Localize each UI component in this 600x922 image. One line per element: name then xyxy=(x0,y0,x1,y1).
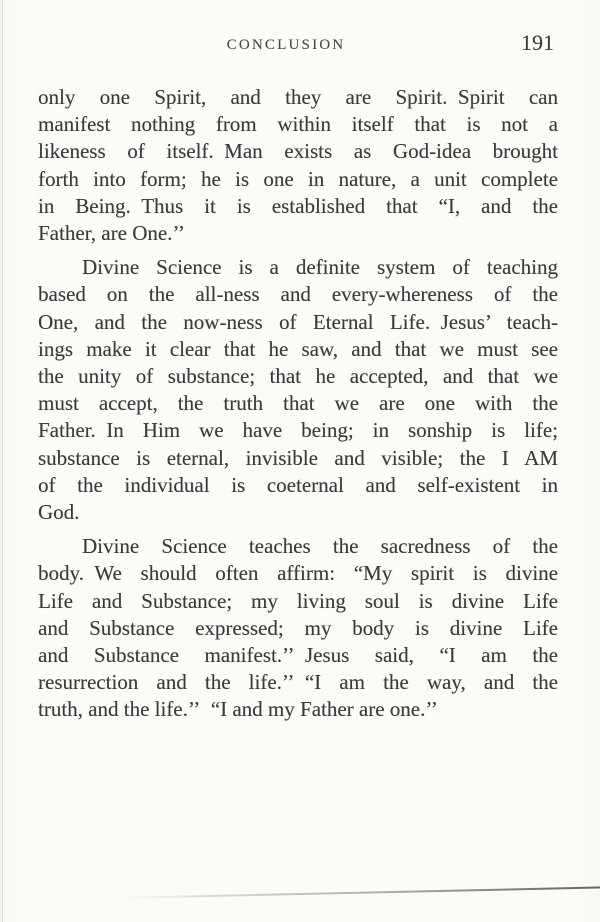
text-line: One, and the now-ness of Eternal Life. Jesus’ teach- xyxy=(38,309,558,334)
text-line: Life and Substance; my living soul is divine Life xyxy=(38,588,558,613)
text-line: manifest nothing from within itself that is not a xyxy=(38,112,558,137)
paragraph xyxy=(38,254,558,526)
text-line: only one Spirit, and they are Spirit. Spirit can xyxy=(38,85,558,109)
text-line: forth into form; he is one in nature, a unit complete xyxy=(38,166,558,191)
text-line: and Substance manifest.’’ Jesus said, “I am the xyxy=(38,643,558,668)
text-line: Divine Science is a definite system of teaching xyxy=(82,255,558,280)
text-line: of the individual is coeternal and self-existent in xyxy=(38,472,558,497)
text-line: in Being. Thus it is established that “I, and the xyxy=(38,193,558,218)
paragraph xyxy=(38,84,558,247)
text-line: Father. In Him we have being; in sonship is life; xyxy=(38,418,558,443)
text-line: body. We should often affirm: “My spirit is divine xyxy=(38,561,558,586)
text-line: Father, are One.’’ xyxy=(38,221,185,246)
text-line: substance is eternal, invisible and visible; the I AM xyxy=(38,445,558,470)
text-line: and Substance expressed; my body is divine Life xyxy=(38,615,558,640)
text-line: based on the all-ness and every-whereness of the xyxy=(38,282,558,307)
text-line: Divine Science teaches the sacredness of the xyxy=(82,534,558,559)
text-line: likeness of itself. Man exists as God-idea brought xyxy=(38,139,558,164)
text-line: resurrection and the life.’’ “I am the way, and the xyxy=(38,670,558,695)
page-left-edge xyxy=(2,0,3,922)
page-number: 191 xyxy=(521,30,554,55)
text-line: ings make it clear that he saw, and that we must see xyxy=(38,336,558,361)
text-line: truth, and the life.’’ “I and my Father are one.’’ xyxy=(38,697,438,722)
page-body xyxy=(38,84,558,724)
running-head: CONCLUSION xyxy=(226,37,346,53)
page-header xyxy=(38,30,558,58)
page-edge-shadow xyxy=(118,886,600,899)
text-line: the unity of substance; that he accepted, and that we xyxy=(38,364,558,389)
text-line: must accept, the truth that we are one with the xyxy=(38,391,558,416)
paragraph xyxy=(38,533,558,723)
text-line: God. xyxy=(38,500,80,525)
